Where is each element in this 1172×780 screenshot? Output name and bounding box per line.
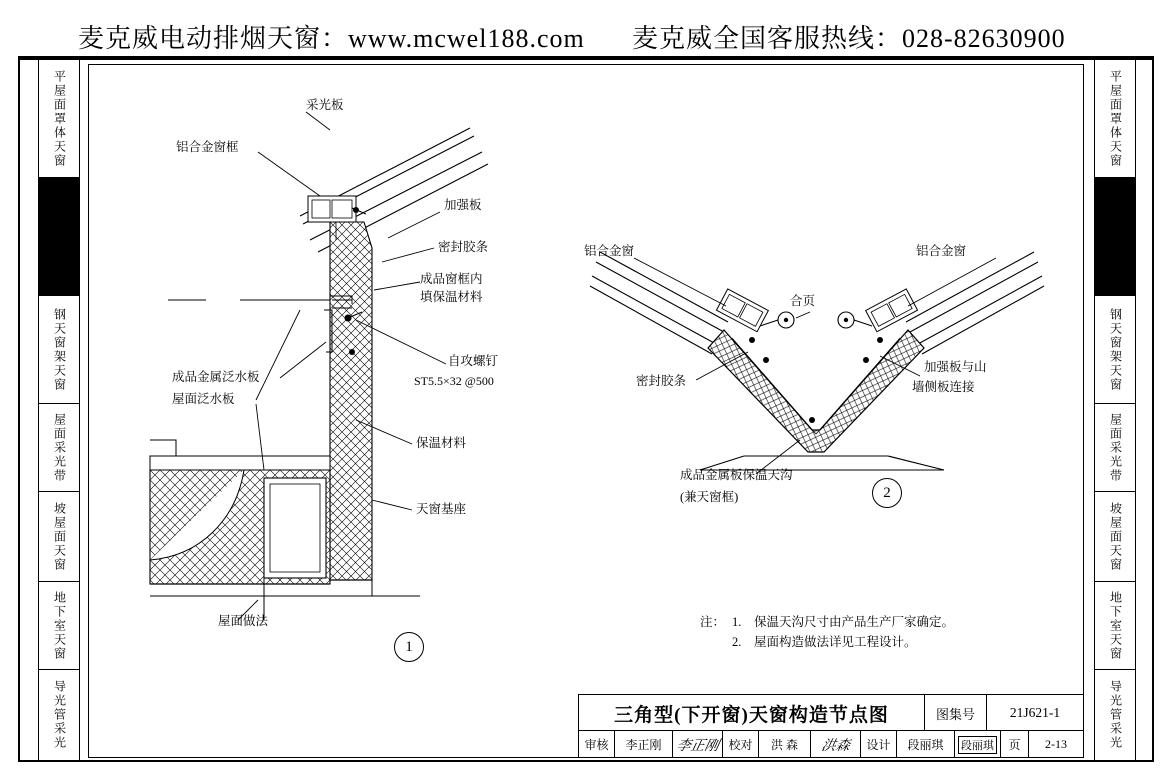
label-self-tapping-screw: 自攻螺钉 (448, 354, 499, 368)
design-signature-stamp: 段丽琪 (958, 736, 997, 754)
header-left-text: 麦克威电动排烟天窗：www.mcwel188.com (78, 24, 585, 53)
label-insulated-gutter-1: 成品金属板保温天沟 (680, 468, 793, 482)
check-signature-text: 洪森 (819, 738, 851, 754)
label-alu-window-right: 铝合金窗 (916, 244, 967, 258)
title-block (578, 694, 1084, 758)
note-2-text: 屋面构造做法详见工程设计。 (754, 635, 917, 649)
check-name: 洪 森 (759, 731, 811, 758)
tab-right-2-label: 钢天窗架天窗 (1108, 307, 1123, 392)
label-insulated-gutter-2: (兼天窗框) (680, 490, 739, 504)
tab-left-4-label: 坡屋面天窗 (52, 501, 67, 572)
title-block-top-row (579, 695, 1083, 731)
set-number-value: 21J621-1 (1009, 705, 1061, 720)
notes-row-1 (700, 612, 954, 632)
review-signature-text: 李正刚 (674, 738, 720, 754)
label-seal-strip: 密封胶条 (438, 240, 489, 254)
label-roof-flashing: 屋面泛水板 (172, 392, 235, 406)
check-signature (811, 731, 861, 758)
header-right-text: 麦克威全国客服热线：028-82630900 (632, 24, 1066, 53)
label-roof-construction: 屋面做法 (218, 614, 269, 628)
label-skylight-base: 天窗基座 (416, 502, 467, 516)
notes-block (700, 612, 954, 652)
label-hinge: 合页 (790, 294, 816, 308)
notes-spacer (700, 632, 732, 652)
title-block-bottom-row (579, 731, 1083, 758)
notes-row-2 (700, 632, 954, 652)
label-daylight-panel: 采光板 (306, 98, 344, 112)
label-stiffener-connect-1: 加强板与山 (924, 360, 987, 374)
detail-2-marker (872, 478, 902, 508)
review-signature (673, 731, 723, 758)
note-1-index: 1. (732, 615, 742, 629)
design-label: 设计 (861, 731, 897, 758)
page-label: 页 (1001, 731, 1029, 758)
drawing-title: 三角型(下开窗)天窗构造节点图 (579, 695, 925, 731)
note-1-text: 保温天沟尺寸由产品生产厂家确定。 (754, 615, 955, 629)
review-name: 李正刚 (615, 731, 673, 758)
label-alu-window-left: 铝合金窗 (584, 244, 635, 258)
tab-left-3-label: 屋面采光带 (52, 412, 67, 483)
tab-left-0-label: 平屋面罩体天窗 (52, 69, 67, 168)
design-name: 段丽琪 (897, 731, 955, 758)
label-metal-flashing: 成品金属泛水板 (172, 370, 260, 384)
label-insulation: 保温材料 (416, 436, 467, 450)
label-stiffener-plate: 加强板 (444, 198, 482, 212)
check-label: 校对 (723, 731, 759, 758)
label-stiffener-connect-2: 墙侧板连接 (912, 380, 975, 394)
design-signature (955, 731, 1001, 758)
tab-right-6-label: 导光管采光 (1108, 680, 1123, 750)
page-value: 2-13 (1045, 737, 1067, 751)
label-alu-window-frame: 铝合金窗框 (176, 140, 239, 154)
tab-right-5-label: 地下室天窗 (1108, 590, 1123, 661)
detail-1-number: 1 (405, 638, 413, 655)
label-seal-strip-2: 密封胶条 (636, 374, 687, 388)
tab-right-4-label: 坡屋面天窗 (1108, 501, 1123, 572)
set-number-label: 图集号 (925, 695, 987, 731)
tab-left-2-label: 钢天窗架天窗 (52, 307, 67, 392)
note-2-index: 2. (732, 635, 742, 649)
review-label: 审核 (579, 731, 615, 758)
detail-1-graphics (150, 112, 488, 620)
tab-left-5-label: 地下室天窗 (52, 590, 67, 661)
label-frame-insulation-2: 填保温材料 (420, 290, 483, 304)
detail-1-marker (394, 632, 424, 662)
label-frame-insulation-1: 成品窗框内 (420, 272, 483, 286)
tab-right-3-label: 屋面采光带 (1108, 412, 1123, 483)
tab-left-6-label: 导光管采光 (52, 680, 67, 750)
detail-2-number: 2 (883, 484, 891, 501)
tab-right-0-label: 平屋面罩体天窗 (1108, 69, 1123, 168)
label-self-tapping-spec: ST5.5×32 @500 (414, 374, 494, 388)
notes-prefix: 注： (700, 615, 726, 629)
